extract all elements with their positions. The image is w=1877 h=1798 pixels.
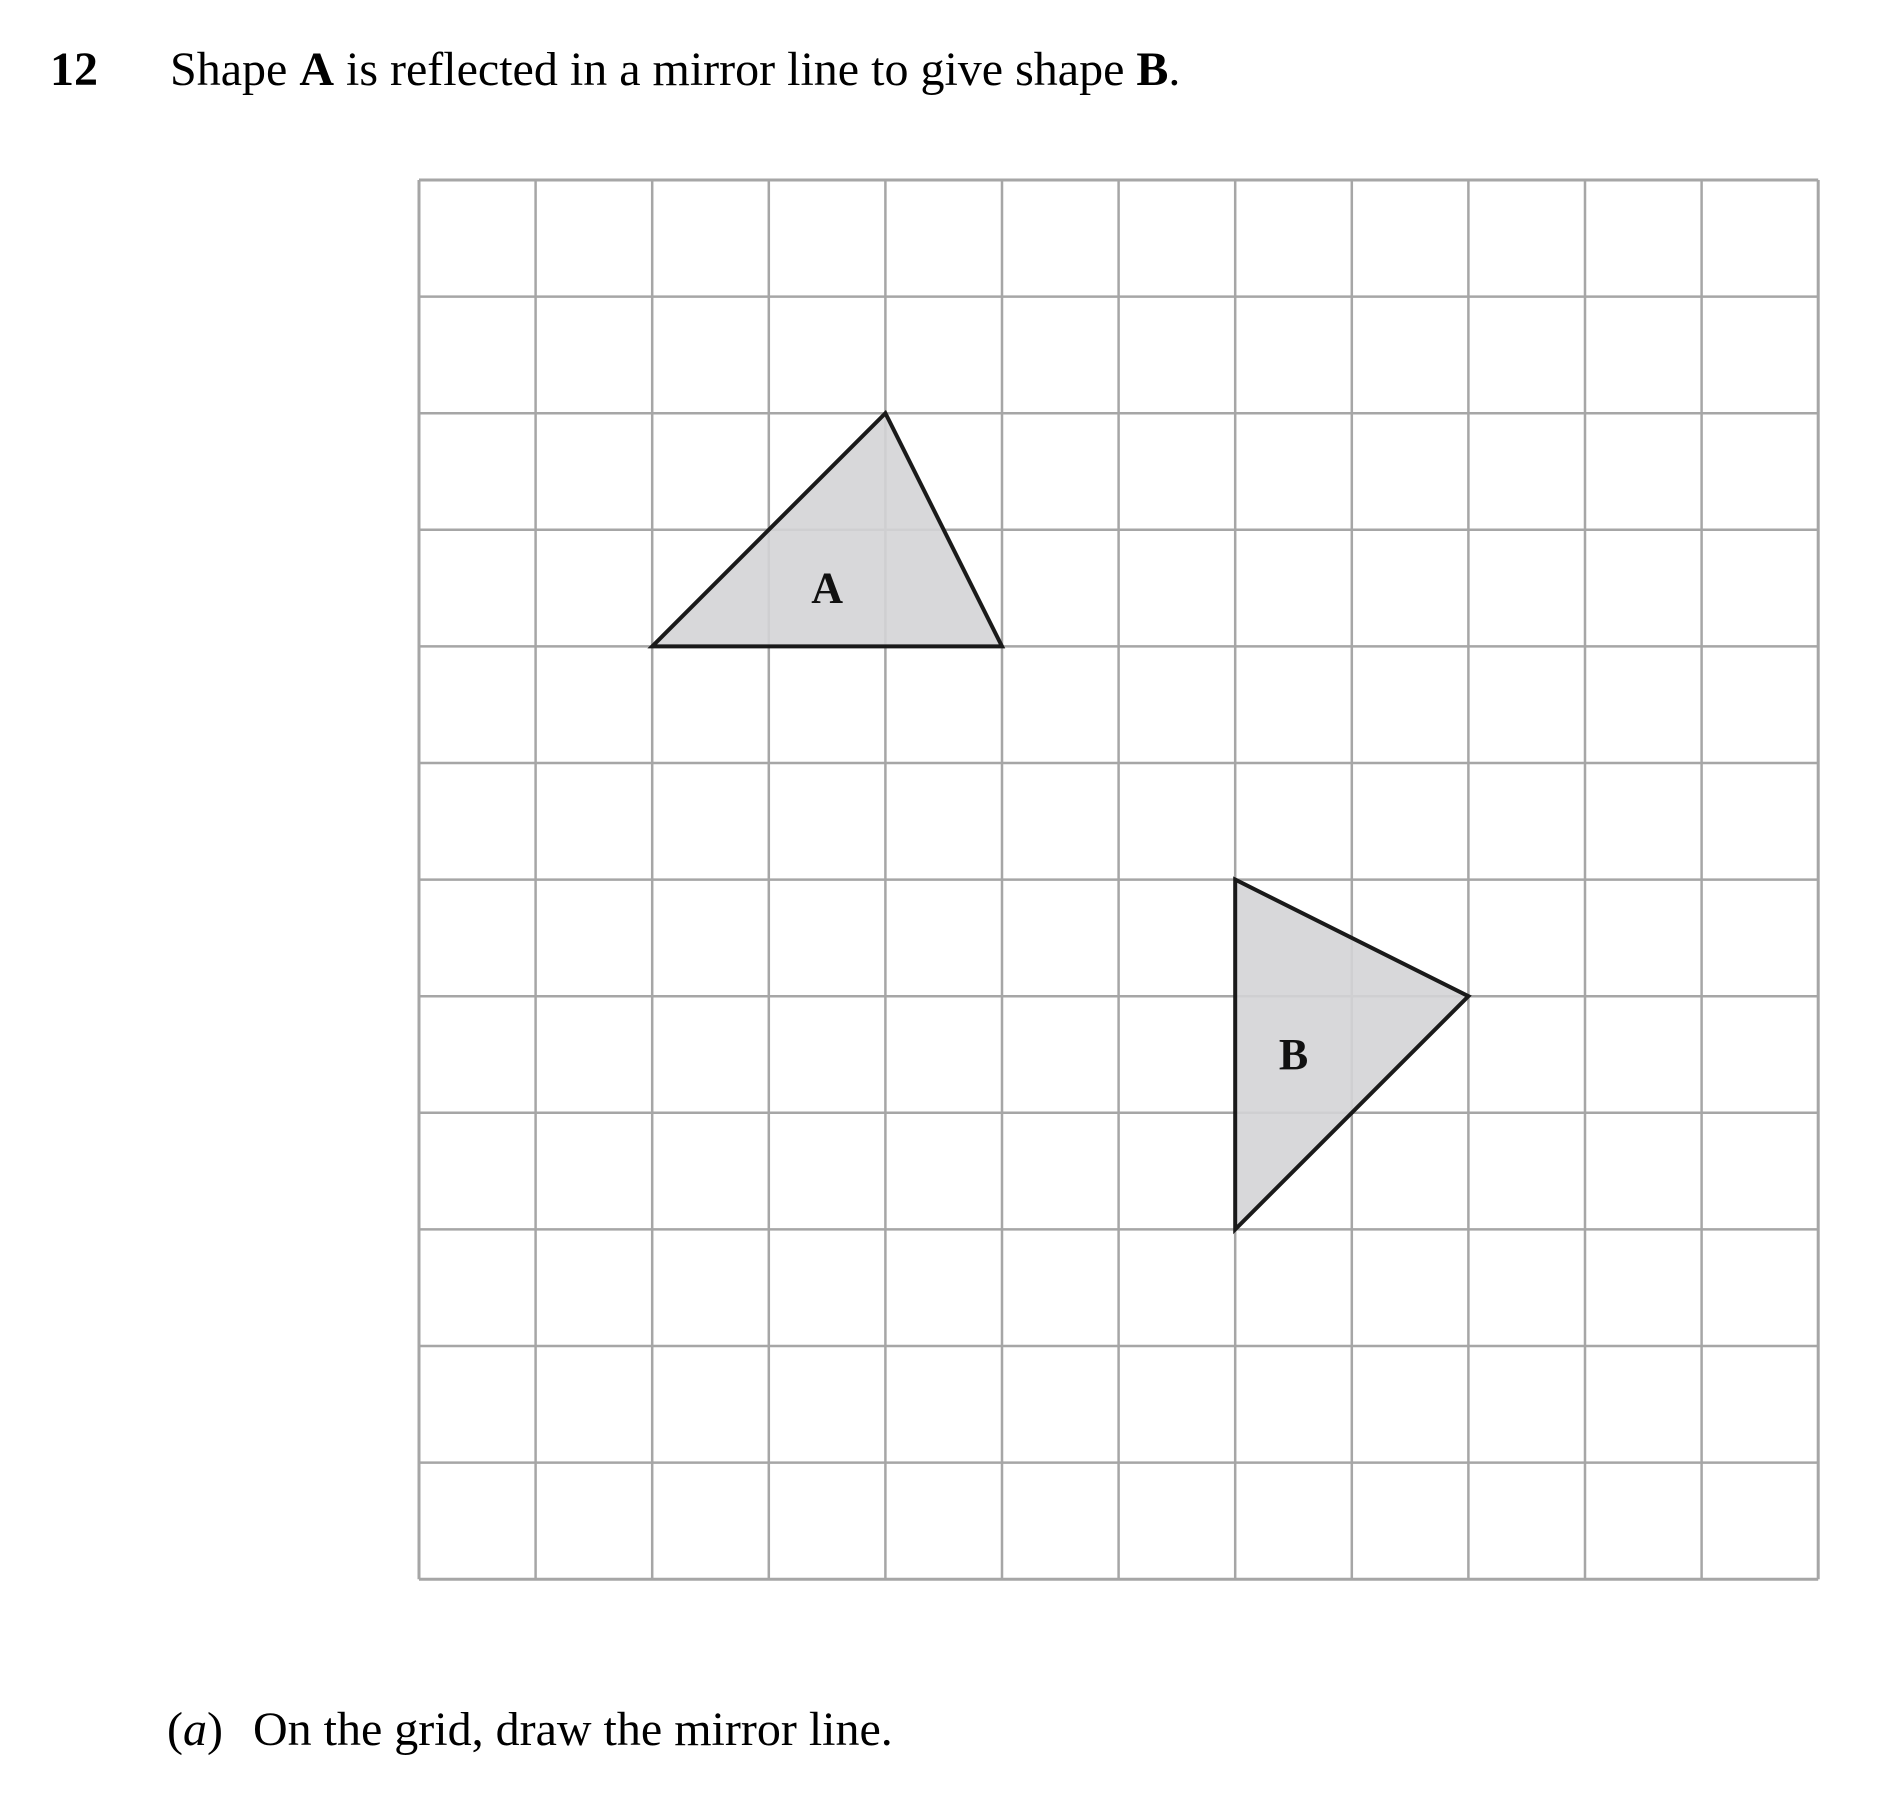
part-a-text: On the grid, draw the mirror line.	[252, 1703, 893, 1756]
stem-shape-b: B	[1136, 43, 1169, 96]
stem-text-mid: is reflected in a mirror line to give shape	[333, 43, 1137, 96]
shape-a-label: A	[811, 563, 843, 613]
stem-text-pre: Shape	[170, 43, 300, 96]
stem-shape-a: A	[299, 43, 334, 96]
part-a-prompt	[167, 1700, 893, 1760]
stem-text-post: .	[1168, 43, 1181, 96]
question-number: 12	[50, 43, 98, 96]
shape-b-label: B	[1278, 1030, 1309, 1079]
part-a-label: (a)	[167, 1703, 223, 1756]
